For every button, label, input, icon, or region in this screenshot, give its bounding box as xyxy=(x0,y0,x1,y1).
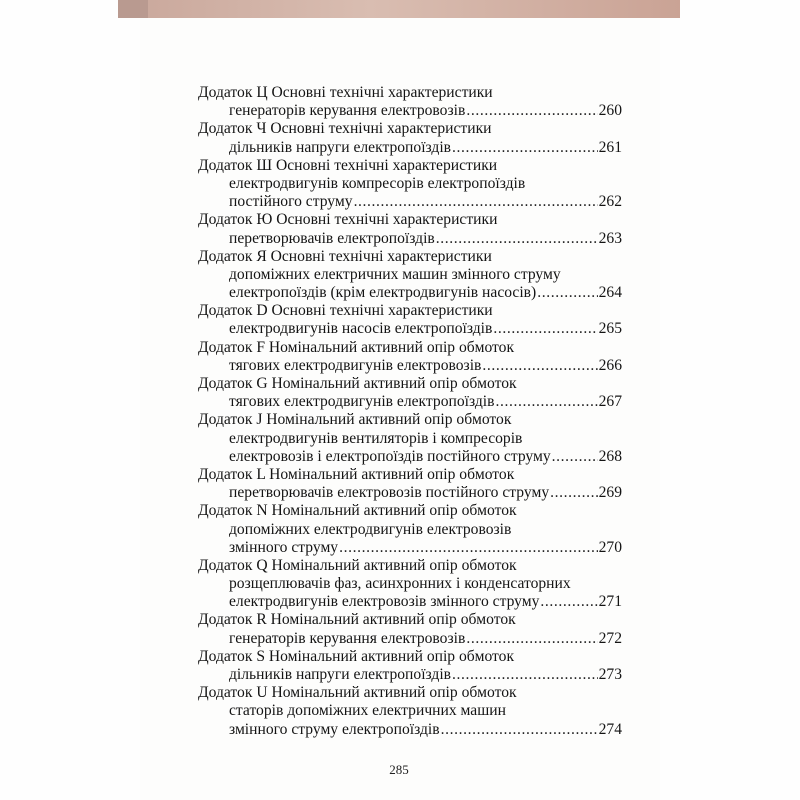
toc-entry-last-line xyxy=(198,393,622,411)
toc-entry-last-line xyxy=(198,102,622,120)
toc-entry-title: Додаток G Номінальний активний опір обмоток xyxy=(198,375,517,392)
toc-entry-title: Додаток Q Номінальний активний опір обмоток xyxy=(198,556,517,574)
toc-entry-text: змінного струму електропоїздів xyxy=(229,720,440,738)
toc-page-number: 267 xyxy=(598,393,622,411)
toc-entry-last-line xyxy=(198,448,622,466)
toc-entry-text: допоміжних електричних машин змінного струму xyxy=(229,265,561,283)
toc-entry-text: електродвигунів насосів електропоїздів xyxy=(229,320,493,338)
toc-page-number: 274 xyxy=(598,720,622,738)
scan-edge xyxy=(118,0,680,18)
toc-entry-text: перетворювачів електропоїздів xyxy=(229,229,435,247)
page-number-text: 285 xyxy=(389,762,409,777)
toc-entry-text: розщеплювачів фаз, асинхронних і конденсаторних xyxy=(229,575,571,593)
toc-page-number: 266 xyxy=(598,356,622,374)
toc-entry-text: тягових електродвигунів електропоїздів xyxy=(229,393,495,411)
scan-edge-corner xyxy=(118,0,148,18)
toc-entry-text: дільників напруги електропоїздів xyxy=(229,138,452,156)
toc-entry xyxy=(198,84,622,120)
dot-leader xyxy=(466,630,597,648)
toc-entry-last-line xyxy=(198,139,622,157)
toc-page-number: 270 xyxy=(598,538,622,556)
toc-page-number: 273 xyxy=(598,666,622,683)
toc-entry-title: Додаток R Номінальний активний опір обмоток xyxy=(198,611,516,629)
toc-entry-text: електропоїздів (крім електродвигунів насосів) xyxy=(229,284,537,302)
toc-entry-text: генераторів керування електровозів xyxy=(229,102,466,120)
toc-entry-title: Додаток Ш Основні технічні характеристики xyxy=(198,156,498,174)
toc-page-number: 265 xyxy=(598,320,622,338)
dot-leader xyxy=(537,284,597,302)
toc-entry xyxy=(198,157,622,212)
toc-entry xyxy=(198,648,622,684)
toc-entry-title: Додаток Ч Основні технічні характеристики xyxy=(198,120,492,138)
dot-leader xyxy=(495,393,597,411)
toc-page-number: 260 xyxy=(598,102,622,120)
toc-entry-title: Додаток F Номінальний активний опір обмоток xyxy=(198,338,515,356)
toc-entry-text: перетворювачів електровозів постійного струму xyxy=(229,484,550,502)
page-number xyxy=(0,762,800,778)
toc-entry-title: Додаток L Номінальний активний опір обмоток xyxy=(198,465,515,483)
toc-entry-last-line xyxy=(198,320,622,338)
toc-entry-last-line xyxy=(198,630,622,648)
toc-entry-text: статорів допоміжних електричних машин xyxy=(229,702,506,720)
dot-leader xyxy=(540,593,597,611)
toc-entry-last-line xyxy=(198,721,622,739)
toc-entry-title: Додаток Я Основні технічні характеристики xyxy=(198,247,492,265)
toc-page-number: 262 xyxy=(598,193,622,211)
toc-entry xyxy=(198,302,622,338)
toc-entry-last-line xyxy=(198,666,622,684)
toc-entry xyxy=(198,248,622,303)
toc-entry-title: Додаток Ю Основні технічні характеристики xyxy=(198,211,498,229)
dot-leader xyxy=(493,320,597,338)
toc-page-number: 264 xyxy=(598,284,622,302)
toc-entry xyxy=(198,411,622,466)
toc-entry-title: Додаток N Номінальний активний опір обмоток xyxy=(198,502,517,520)
toc-entry-last-line xyxy=(198,539,622,557)
dot-leader xyxy=(354,193,598,211)
toc-page-number: 269 xyxy=(598,484,622,502)
toc-entry-text: дільників напруги електропоїздів xyxy=(229,666,452,683)
toc-entry-title: Додаток U Номінальний активний опір обмоток xyxy=(198,684,517,702)
toc-entry-text: постійного струму xyxy=(229,193,353,211)
toc-entry xyxy=(198,557,622,612)
toc-entry xyxy=(198,502,622,557)
toc-entry-text: електровозів і електропоїздів постійного струму xyxy=(229,447,551,465)
dot-leader xyxy=(466,102,597,120)
toc-entry-text: генераторів керування електровозів xyxy=(229,629,466,647)
toc-entry-last-line xyxy=(198,193,622,211)
toc-entry xyxy=(198,375,622,411)
toc-entry xyxy=(198,120,622,156)
toc-entry-text: електродвигунів електровозів змінного струму xyxy=(229,593,540,611)
toc-entry xyxy=(198,611,622,647)
toc-page-number: 268 xyxy=(598,447,622,465)
dot-leader xyxy=(452,666,598,684)
toc-entry-title: Додаток D Основні технічні характеристики xyxy=(198,302,493,320)
dot-leader xyxy=(550,484,597,502)
toc-entry-text: електродвигунів вентиляторів і компресорів xyxy=(229,429,523,447)
dot-leader xyxy=(452,139,598,157)
toc-entry-last-line xyxy=(198,484,622,502)
dot-leader xyxy=(552,448,598,466)
toc-page-number: 271 xyxy=(598,593,622,611)
toc-entry xyxy=(198,211,622,247)
toc-page-number: 261 xyxy=(598,138,622,156)
dot-leader xyxy=(482,357,597,375)
toc-entry-last-line xyxy=(198,284,622,302)
toc-entry-last-line xyxy=(198,230,622,248)
toc-entry-text: електродвигунів компресорів електропоїздів xyxy=(229,174,526,192)
toc-page-number: 272 xyxy=(598,629,622,647)
dot-leader xyxy=(436,230,598,248)
dot-leader xyxy=(339,539,598,557)
toc-entry-last-line xyxy=(198,357,622,375)
toc-entry-text: тягових електродвигунів електровозів xyxy=(229,356,482,374)
toc-entry-title: Додаток S Номінальний активний опір обмоток xyxy=(198,647,515,665)
toc-entry-title: Додаток Ц Основні технічні характеристики xyxy=(198,84,493,101)
toc-page-number: 263 xyxy=(598,229,622,247)
toc-entry-last-line xyxy=(198,593,622,611)
toc-entry xyxy=(198,466,622,502)
table-of-contents xyxy=(198,84,622,739)
toc-entry xyxy=(198,339,622,375)
dot-leader xyxy=(441,721,598,739)
toc-entry-text: змінного струму xyxy=(229,538,339,556)
toc-entry-title: Додаток J Номінальний активний опір обмоток xyxy=(198,411,512,429)
toc-entry xyxy=(198,684,622,739)
toc-entry-text: допоміжних електродвигунів електровозів xyxy=(229,520,512,538)
